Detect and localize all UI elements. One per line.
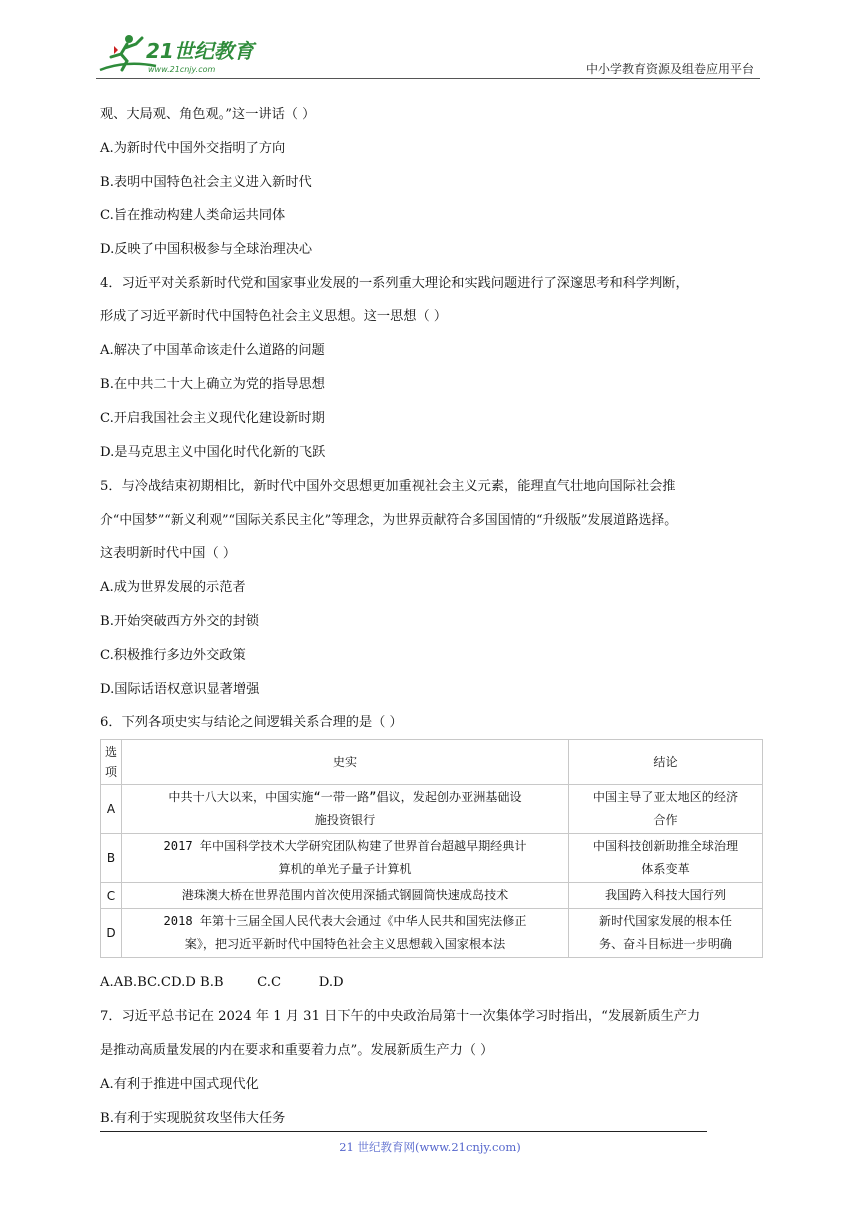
page-header — [96, 30, 760, 78]
row-fact: 2018 年第十三届全国人民代表大会通过《中华人民共和国宪法修正 案》，把习近平新时代中国特色社会主义思想载入国家根本法 — [122, 909, 569, 958]
q5-option-a: A.成为世界发展的示范者 — [100, 580, 246, 595]
platform-name: 中小学教育资源及组卷应用平台 — [585, 62, 754, 76]
table-row — [101, 909, 763, 958]
q3-stem: 观、大局观、角色观。”这一讲话（ ） — [100, 107, 316, 122]
logo-21cnjy — [96, 30, 266, 78]
q7-stem-line1: 7．习近平总书记在 2024 年 1 月 31 日下午的中央政治局第十一次集体学习时指出，“发展新质生产力 — [100, 1009, 701, 1024]
header-option: 选 项 — [101, 740, 122, 785]
q4-option-b: B.在中共二十大上确立为党的指导思想 — [100, 377, 325, 392]
table-header-row — [101, 740, 763, 785]
q5-option-d: D.国际话语权意识显著增强 — [100, 682, 260, 697]
header-divider — [96, 78, 760, 79]
q3-option-d: D.反映了中国积极参与全球治理决心 — [100, 242, 313, 257]
q5-option-c: C.积极推行多边外交政策 — [100, 648, 246, 663]
row-conclusion: 中国主导了亚太地区的经济 合作 — [569, 785, 763, 834]
table-row — [101, 785, 763, 834]
table-row — [101, 883, 763, 909]
row-conclusion: 中国科技创新助推全球治理 体系变革 — [569, 834, 763, 883]
logo-url-text: www.21cnjy.com — [148, 65, 216, 74]
row-fact: 中共十八大以来，中国实施“一带一路”倡议，发起创办亚洲基础设 施投资银行 — [122, 785, 569, 834]
q4-option-a: A.解决了中国革命该走什么道路的问题 — [100, 343, 325, 358]
footer-divider — [100, 1131, 707, 1132]
q6-options: A.AB.BC.CD.D B.B C.C D.D — [100, 975, 344, 990]
q5-stem-line3: 这表明新时代中国（ ） — [100, 546, 237, 561]
q4-option-c: C.开启我国社会主义现代化建设新时期 — [100, 411, 325, 426]
q3-option-b: B.表明中国特色社会主义进入新时代 — [100, 175, 312, 190]
header-conclusion: 结论 — [569, 740, 763, 785]
q6-table — [100, 739, 763, 958]
logo-main-text: 21世纪教育 — [146, 39, 254, 63]
q7-option-b: B.有利于实现脱贫攻坚伟大任务 — [100, 1111, 286, 1126]
row-conclusion: 新时代国家发展的根本任 务、奋斗目标进一步明确 — [569, 909, 763, 958]
row-fact: 2017 年中国科学技术大学研究团队构建了世界首台超越早期经典计 算机的单光子量子计算机 — [122, 834, 569, 883]
row-option: C — [101, 883, 122, 909]
row-conclusion: 我国跨入科技大国行列 — [569, 883, 763, 909]
q3-option-a: A.为新时代中国外交指明了方向 — [100, 141, 286, 156]
q5-stem-line2: 介“中国梦”“新义利观”“国际关系民主化”等理念，为世界贡献符合多国国情的“升级版”发展道路选择。 — [100, 513, 678, 528]
q7-option-a: A.有利于推进中国式现代化 — [100, 1077, 259, 1092]
q3-option-c: C.旨在推动构建人类命运共同体 — [100, 208, 286, 223]
row-fact: 港珠澳大桥在世界范围内首次使用深插式钢圆筒快速成岛技术 — [122, 883, 569, 909]
q4-option-d: D.是马克思主义中国化时代化新的飞跃 — [100, 445, 326, 460]
row-option: B — [101, 834, 122, 883]
q4-stem-line2: 形成了习近平新时代中国特色社会主义思想。这一思想（ ） — [100, 309, 448, 324]
q5-stem-line1: 5．与冷战结束初期相比，新时代中国外交思想更加重视社会主义元素，能理直气壮地向国际社会推 — [100, 479, 676, 494]
q6-stem: 6．下列各项史实与结论之间逻辑关系合理的是（ ） — [100, 715, 403, 730]
q4-stem-line1: 4．习近平对关系新时代党和国家事业发展的一系列重大理论和实践问题进行了深邃思考和科学判断， — [100, 276, 689, 291]
q5-option-b: B.开始突破西方外交的封锁 — [100, 614, 259, 629]
header-fact: 史实 — [122, 740, 569, 785]
row-option: A — [101, 785, 122, 834]
q7-stem-line2: 是推动高质量发展的内在要求和重要着力点”。发展新质生产力（ ） — [100, 1043, 494, 1058]
table-row — [101, 834, 763, 883]
footer-link[interactable]: 21 世纪教育网(www.21cnjy.com) — [339, 1140, 521, 1154]
row-option: D — [101, 909, 122, 958]
